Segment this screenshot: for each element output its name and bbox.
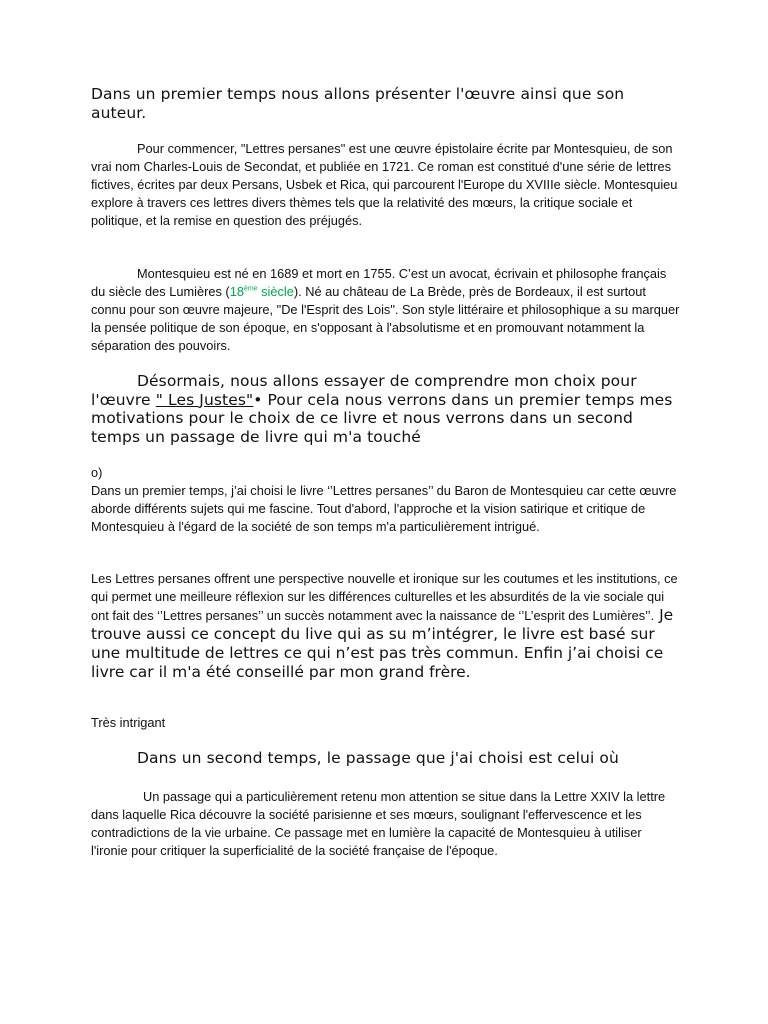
persian-letters-large-text: Je trouve aussi ce concept du live qui as su m’intégrer, le livre est basé sur une multitude de lettres ce qui n’est pas très commun. Enfin j’ai choisi ce livre car il m'a été conseillé par mon grand frère.: [91, 606, 674, 681]
author-text-end: ). Né au château de La Brède, près de Bordeaux, il est surtout connu pour son œuvre majeure, "De l'Esprit des Lois". Son style littéraire et philosophique a su marquer la pensée politique de son époque, en s'opposant à l'absolutisme et en promouvant notamment la séparation des pouvoirs.: [91, 284, 680, 353]
century-number: 18: [229, 284, 244, 299]
choice-text-end: • Pour cela nous verrons dans un premier temps mes motivations pour le choix de ce livre et nous verrons dans un second temps un passage de livre qui m'a touché: [91, 390, 673, 446]
book-title-link: " Les Justes": [155, 390, 254, 409]
list-marker: o): [91, 465, 103, 480]
century-word: siècle: [257, 284, 294, 299]
century-highlight: [230, 284, 294, 299]
paragraph-persian-letters: [91, 570, 681, 682]
choice-text-start: Désormais, nous allons essayer de comprendre mon choix pour l'œuvre: [91, 372, 637, 409]
paragraph-intro: Pour commencer, "Lettres persanes" est une œuvre épistolaire écrite par Montesquieu, de son vrai nom Charles-Louis de Secondat, et publiée en 1721. Ce roman est constitué d'une série de lettres fictives, écrites par deux Persans, Usbek et Rica, qui parcourent l'Europe du XVIIIe siècle. Montesquieu explore à travers ces lettres divers thèmes tels que la relativité des mœurs, la critique sociale et politique, et la remise en question des préjugés.: [91, 141, 678, 228]
section-heading: Dans un premier temps nous allons présenter l'œuvre ainsi que son auteur.: [91, 85, 625, 122]
paragraph-author: [91, 265, 681, 355]
note-text: Très intrigant: [91, 715, 166, 730]
century-superscript: ème: [243, 285, 258, 293]
paragraph-passage: Un passage qui a particulièrement retenu mon attention se situe dans la Lettre XXIV la lettre dans laquelle Rica découvre la société parisienne et ses mœurs, soulignant l'effervescence et les contradictions de la vie urbaine. Ce passage met en lumière la capacité de Montesquieu à utiliser l'ironie pour critiquer la superficialité de la société française de l'époque.: [91, 789, 666, 858]
author-text-start: Montesquieu est né en 1689 et mort en 1755. C’est un avocat, écrivain et philosophe français du siècle des Lumières (: [91, 266, 667, 299]
paragraph-motivation: Dans un premier temps, j’ai choisi le livre ‘’Lettres persanes’’ du Baron de Montesquieu car cette œuvre aborde différents sujets qui me fascine. Tout d'abord, l'approche et la vision satirique et critique de Montesquieu à l'égard de la société de son temps m'a particulièrement intrigué.: [91, 483, 677, 534]
persian-letters-text: Les Lettres persanes offrent une perspective nouvelle et ironique sur les coutumes et les institutions, ce qui permet une meilleure réflexion sur les différences culturelles et les absurdités de la vie sociale qui ont fait des ‘’Lettres persanes’’ un succès notamment avec la naissance de ‘’L’esprit des Lumières’’.: [91, 571, 678, 623]
paragraph-choice: [91, 372, 681, 446]
paragraph-passage-intro: Dans un second temps, le passage que j'ai choisi est celui où: [137, 749, 619, 767]
